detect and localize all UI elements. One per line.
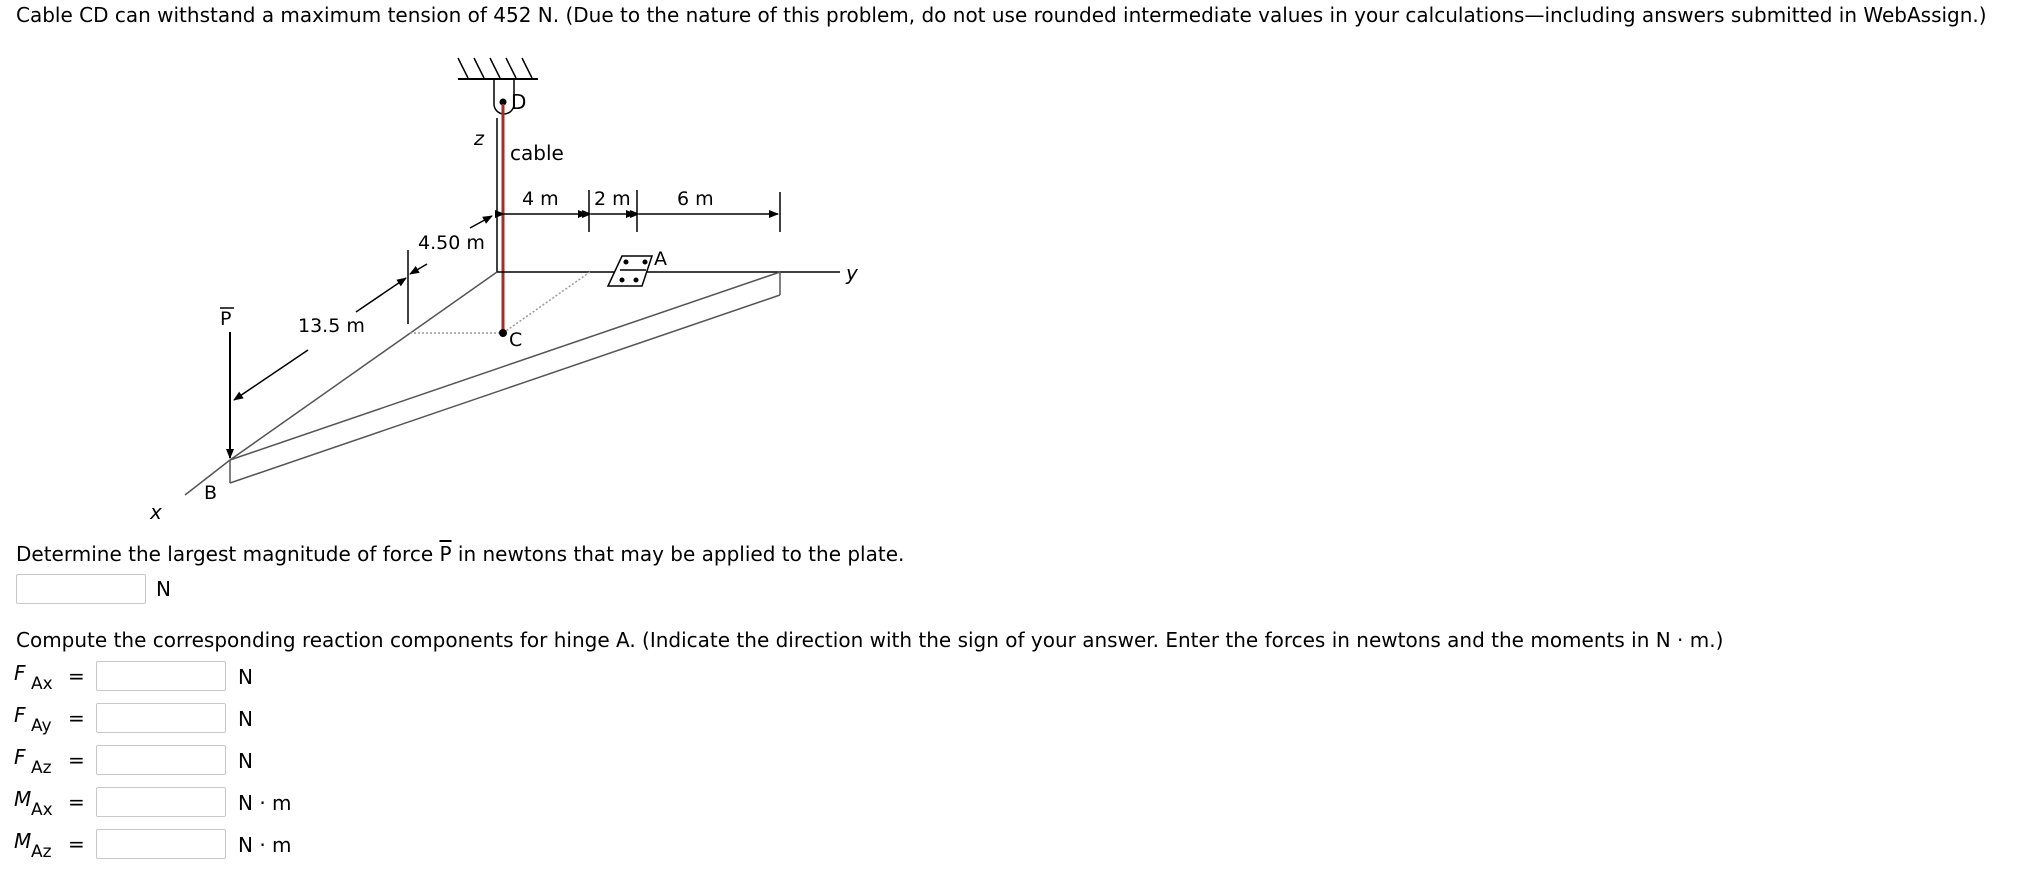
faz-input[interactable] — [96, 745, 226, 775]
reaction-symbol: M Az — [14, 829, 52, 862]
question-1 — [16, 541, 904, 567]
reaction-symbol: F Ax — [14, 661, 53, 694]
p-symbol: $\overline{P}$ — [439, 542, 452, 566]
reaction-unit: N · m — [238, 833, 292, 857]
dim-4m: 4 m — [522, 188, 559, 210]
reaction-symbol: F Ay — [14, 703, 52, 736]
problem-figure — [140, 52, 880, 522]
point-c — [499, 329, 507, 337]
max-input[interactable] — [96, 787, 226, 817]
reaction-row-maz — [14, 829, 414, 863]
dim-135-line-2 — [356, 278, 406, 312]
reaction-symbol: M Ax — [14, 787, 53, 820]
label-d: D — [511, 90, 527, 114]
label-cable: cable — [510, 141, 564, 165]
problem-statement: Cable CD can withstand a maximum tension of 452 N. (Due to the nature of this problem, do not use rounded intermediate values in your calculations—including answers submitted in WebAssign.) — [16, 3, 1987, 27]
equals-sign: = — [68, 664, 85, 688]
dim-135-line — [234, 350, 308, 400]
dim-450: 4.50 m — [418, 232, 485, 254]
label-c: C — [509, 329, 523, 351]
reaction-unit: N — [238, 665, 253, 689]
hinge-a-icon — [608, 256, 652, 286]
label-x: x — [150, 500, 162, 522]
reaction-symbol: F Az — [14, 745, 52, 778]
plate — [230, 272, 780, 483]
reaction-row-max — [14, 787, 414, 821]
equals-sign: = — [68, 706, 85, 730]
question-1-suffix: in newtons that may be applied to the plate. — [451, 542, 905, 566]
equals-sign: = — [68, 790, 85, 814]
reaction-subscript: Az — [31, 842, 52, 862]
label-y: y — [846, 261, 858, 285]
label-z: z — [474, 128, 484, 150]
reaction-subscript: Ax — [31, 674, 53, 694]
label-a: A — [654, 248, 667, 270]
answer-row-p — [16, 574, 171, 604]
reaction-row-faz — [14, 745, 414, 779]
reaction-subscript: Ax — [31, 800, 53, 820]
fay-input[interactable] — [96, 703, 226, 733]
label-p: P — [220, 308, 232, 330]
p-answer-input[interactable] — [16, 574, 146, 604]
maz-input[interactable] — [96, 829, 226, 859]
reaction-unit: N — [238, 707, 253, 731]
dim-135: 13.5 m — [298, 315, 365, 337]
equals-sign: = — [68, 832, 85, 856]
reaction-subscript: Az — [31, 758, 52, 778]
dim-6m: 6 m — [677, 188, 714, 210]
p-unit: N — [156, 577, 171, 601]
reaction-subscript: Ay — [31, 716, 52, 736]
reaction-row-fax — [14, 661, 414, 695]
label-b: B — [204, 482, 218, 504]
question-1-prefix: Determine the largest magnitude of force — [16, 542, 440, 566]
reaction-row-fay — [14, 703, 414, 737]
question-2: Compute the corresponding reaction components for hinge A. (Indicate the direction with the sign of your answer. Enter the forces in newtons and the moments in N · m.) — [16, 628, 1724, 652]
dim-2m: 2 m — [594, 188, 631, 210]
fax-input[interactable] — [96, 661, 226, 691]
reaction-unit: N · m — [238, 791, 292, 815]
reaction-unit: N — [238, 749, 253, 773]
equals-sign: = — [68, 748, 85, 772]
